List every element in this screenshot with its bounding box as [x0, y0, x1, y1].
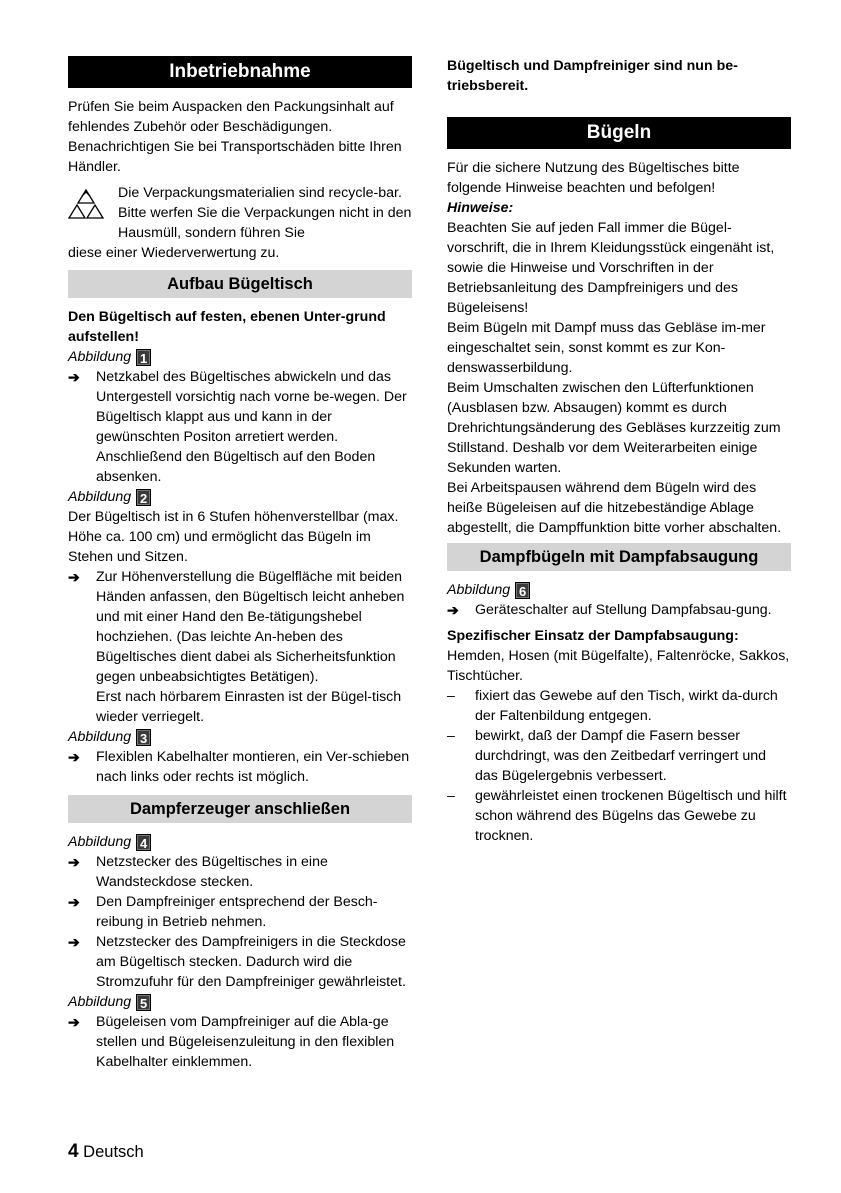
step-item: ➔ Netzkabel des Bügeltisches abwickeln und das Untergestell vorsichtig nach vorne be-wegen. Der Bügeltisch klappt aus und kann in der gewünschten Positon arretiert werden. Anschließend den Bügeltisch auf den Boden absenken. — [68, 369, 407, 485]
note-paragraph: Beim Umschalten zwischen den Lüfterfunktionen (Ausblasen bzw. Absaugen) kommt es durch Drehrichtungsänderung des Gebläses kurzzeitig zum Stillstand. Deshalb vor dem Weiterarbeiten einige Sekunden warten. — [447, 380, 781, 476]
footer-language: Deutsch — [83, 1143, 144, 1161]
recycle-text-continued: diese einer Wiederverwertung zu. — [68, 245, 280, 261]
section-title-dampferzeuger: Dampferzeuger anschließen — [68, 795, 412, 823]
note-paragraph: Beim Bügeln mit Dampf muss das Gebläse im-mer eingeschaltet sein, sonst kommt es zur Kon-denswasserbildung. — [447, 320, 766, 376]
step-item: ➔ Netzstecker des Bügeltisches in eine Wandsteckdose stecken. — [68, 854, 328, 890]
section-title-aufbau: Aufbau Bügeltisch — [68, 270, 412, 298]
intro-paragraph: Prüfen Sie beim Auspacken den Packungsinhalt auf fehlendes Zubehör oder Beschädigungen. Benachrichtigen Sie bei Transportschäden bitte Ihren Händler. — [68, 99, 402, 175]
figure-number-badge: 4 — [136, 834, 151, 851]
figure-reference-6: Abbildung 6 — [447, 580, 791, 600]
dash-glyph: – — [447, 788, 455, 804]
step-item: ➔ Den Dampfreiniger entsprechend der Besch-reibung in Betrieb nehmen. — [68, 894, 378, 930]
step-item: ➔ Flexiblen Kabelhalter montieren, ein Ver-schieben nach links oder rechts ist möglich. — [68, 749, 410, 785]
figure-number-badge: 3 — [136, 729, 151, 746]
dash-glyph: – — [447, 688, 455, 704]
notes-label: Hinweise: — [447, 200, 514, 216]
recycle-notice — [68, 183, 412, 243]
page-number: 4 — [68, 1141, 79, 1162]
right-column — [447, 56, 791, 846]
step-item: ➔ Zur Höhenverstellung die Bügelfläche mit beiden Händen anfassen, den Bügeltisch leicht anheben und mit einer Hand den Be-tätigungshebel hochziehen. (Das leichte An-heben des Bügeltisches dient dabei als Sicherheitsfunktion gegen unbeabsichtigtes Betätigen). — [68, 569, 405, 685]
section-title-dampfbuegeln: Dampfbügeln mit Dampfabsaugung — [447, 543, 791, 571]
dash-item: – fixiert das Gewebe auf den Tisch, wirkt da-durch der Faltenbildung entgegen. — [447, 688, 778, 724]
arrow-icon: ➔ — [68, 569, 80, 585]
step-item: ➔ Bügeleisen vom Dampfreiniger auf die Abla-ge stellen und Bügeleisenzuleitung in den flexiblen Kabelhalter einklemmen. — [68, 1014, 395, 1070]
figure-number-badge: 6 — [515, 582, 530, 599]
arrow-icon: ➔ — [68, 854, 80, 870]
arrow-icon: ➔ — [68, 1014, 80, 1030]
figure-number-badge: 5 — [136, 994, 151, 1011]
note-paragraph: Bei Arbeitspausen während dem Bügeln wird des heiße Bügeleisen auf die hitzebeständige Ablage abgestellt, die Dampffunktion bitte vorher abschalten. — [447, 480, 782, 536]
recycle-icon — [68, 183, 118, 243]
safety-paragraph: Für die sichere Nutzung des Bügeltisches bitte folgende Hinweise beachten und befolgen! — [447, 160, 740, 196]
dash-item: – bewirkt, daß der Dampf die Fasern besser durchdringt, was den Zeitbedarf verringert und das Bügelergebnis verbessert. — [447, 728, 767, 784]
figure-reference-5: Abbildung 5 — [68, 992, 412, 1012]
left-column — [68, 56, 412, 1072]
arrow-icon: ➔ — [68, 369, 80, 385]
section-title-buegeln: Bügeln — [447, 117, 791, 149]
setup-instruction: Den Bügeltisch auf festen, ebenen Unter-grund aufstellen! — [68, 309, 386, 345]
arrow-icon: ➔ — [68, 934, 80, 950]
ready-statement: Bügeltisch und Dampfreiniger sind nun be-triebsbereit. — [447, 58, 738, 94]
section-title-inbetriebnahme: Inbetriebnahme — [68, 56, 412, 88]
specific-use-text: Hemden, Hosen (mit Bügelfalte), Faltenröcke, Sakkos, Tischtücher. — [447, 648, 790, 684]
note-paragraph: Beachten Sie auf jeden Fall immer die Bügel-vorschrift, die in Ihrem Kleidungsstück eingenäht ist, sowie die Hinweise und Vorschriften in der Betriebsanleitung des Dampfreinigers und des Bügeleisens! — [447, 220, 775, 316]
arrow-icon: ➔ — [447, 602, 459, 618]
step-item: ➔ Netzstecker des Dampfreinigers in die Steckdose am Bügeltisch stecken. Dadurch wird die Stromzufuhr für den Dampfreiniger gewährleistet. — [68, 934, 406, 990]
figure-reference-1: Abbildung 1 — [68, 347, 412, 367]
figure-number-badge: 1 — [136, 349, 151, 366]
dash-glyph: – — [447, 728, 455, 744]
figure-reference-2: Abbildung 2 — [68, 487, 412, 507]
figure-reference-4: Abbildung 4 — [68, 832, 412, 852]
figure-reference-3: Abbildung 3 — [68, 727, 412, 747]
height-paragraph: Der Bügeltisch ist in 6 Stufen höhenverstellbar (max. Höhe ca. 100 cm) und ermöglicht das Bügeln im Stehen und Sitzen. — [68, 509, 399, 565]
arrow-icon: ➔ — [68, 894, 80, 910]
recycle-text: Die Verpackungsmaterialien sind recycle-bar. Bitte werfen Sie die Verpackungen nicht in den Hausmüll, sondern führen Sie — [118, 185, 412, 241]
step-note: Erst nach hörbarem Einrasten ist der Bügel-tisch wieder verriegelt. — [96, 689, 402, 725]
dash-item: – gewährleistet einen trockenen Bügeltisch und hilft schon während des Bügelns das Gewebe zu trocknen. — [447, 788, 787, 844]
page-footer — [68, 1141, 144, 1163]
figure-number-badge: 2 — [136, 489, 151, 506]
step-item: ➔ Geräteschalter auf Stellung Dampfabsau-gung. — [447, 602, 772, 618]
arrow-icon: ➔ — [68, 749, 80, 765]
specific-use-heading: Spezifischer Einsatz der Dampfabsaugung: — [447, 628, 739, 644]
